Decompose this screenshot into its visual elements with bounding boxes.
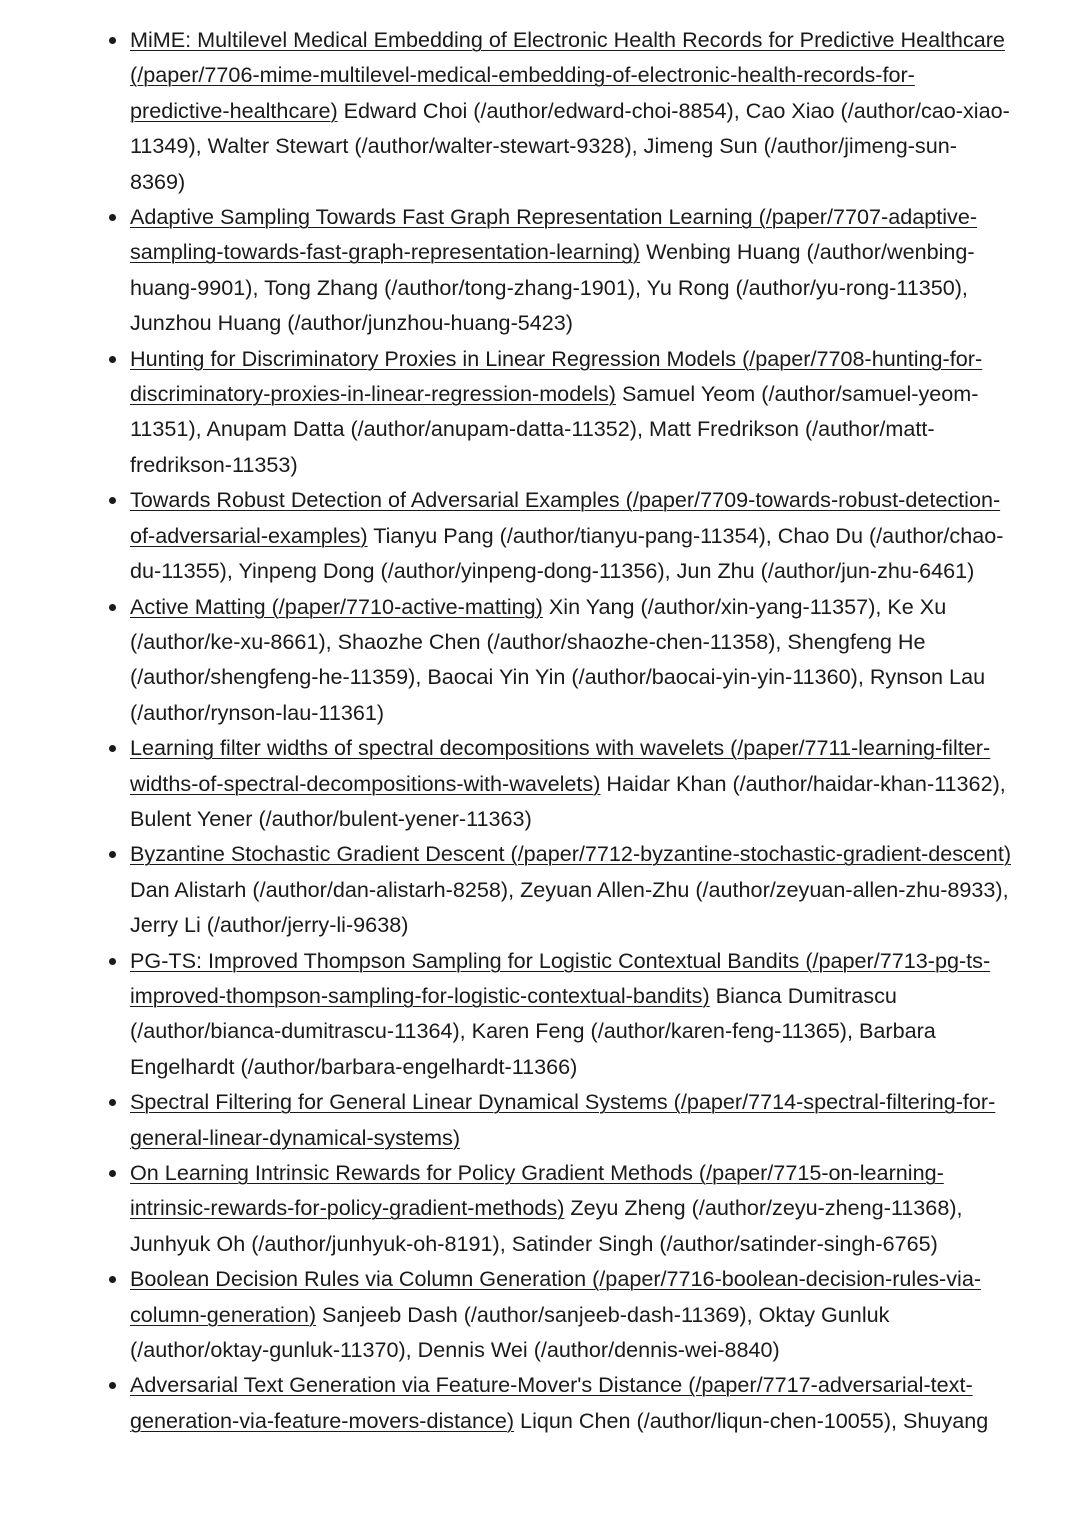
paper-title-link[interactable]: Active Matting (/paper/7710-active-matting) [130, 593, 543, 619]
paper-list-item [0, 1084, 1080, 1155]
bullet-icon [109, 1170, 116, 1177]
paper-title-link[interactable]: MiME: Multilevel Medical Embedding of Electronic Health Records for Predictive Healthcare (/paper/7706-mime-multilevel-medical-embedding-of-electronic-health-records-for-predictive-healthcare) [130, 27, 1005, 123]
paper-authors: Bianca Dumitrascu (/author/bianca-dumitrascu-11364), Karen Feng (/author/karen-feng-11365), Barbara Engelhardt (/author/barbara-engelhardt-11366) [130, 982, 936, 1079]
paper-authors: Liqun Chen (/author/liqun-chen-10055), Shuyang [514, 1407, 989, 1433]
paper-authors: Zeyu Zheng (/author/zeyu-zheng-11368), Junhyuk Oh (/author/junhyuk-oh-8191), Satinder Singh (/author/satinder-singh-6765) [130, 1195, 963, 1256]
paper-list-item [0, 1367, 1080, 1438]
bullet-icon [109, 851, 116, 858]
paper-authors: Wenbing Huang (/author/wenbing-huang-9901), Tong Zhang (/author/tong-zhang-1901), Yu Rong (/author/yu-rong-11350), Junzhou Huang (/author/junzhou-huang-5423) [130, 239, 975, 336]
paper-title-link[interactable]: Adversarial Text Generation via Feature-Mover's Distance (/paper/7717-adversarial-text-generation-via-feature-movers-distance) [130, 1372, 973, 1433]
paper-title-link[interactable]: Boolean Decision Rules via Column Generation (/paper/7716-boolean-decision-rules-via-column-generation) [130, 1266, 982, 1327]
paper-title-link[interactable]: On Learning Intrinsic Rewards for Policy Gradient Methods (/paper/7715-on-learning-intrinsic-rewards-for-policy-gradient-methods) [130, 1160, 944, 1221]
paper-title-link[interactable]: Towards Robust Detection of Adversarial Examples (/paper/7709-towards-robust-detection-of-adversarial-examples) [130, 487, 1001, 548]
paper-authors: Dan Alistarh (/author/dan-alistarh-8258), Zeyuan Allen-Zhu (/author/zeyuan-allen-zhu-8933), Jerry Li (/author/jerry-li-9638) [130, 876, 1009, 938]
paper-list-item [0, 199, 1080, 341]
paper-authors: Samuel Yeom (/author/samuel-yeom-11351), Anupam Datta (/author/anupam-datta-11352), Matt Fredrikson (/author/matt-fredrikson-11353) [130, 381, 979, 477]
bullet-icon [109, 214, 116, 221]
bullet-icon [109, 1276, 116, 1283]
bullet-icon [109, 1099, 116, 1106]
paper-list-item [0, 482, 1080, 588]
bullet-icon [109, 497, 116, 504]
paper-title-link[interactable]: PG-TS: Improved Thompson Sampling for Logistic Contextual Bandits (/paper/7713-pg-ts-improved-thompson-sampling-for-logistic-contextual-bandits) [130, 947, 991, 1008]
paper-authors: Xin Yang (/author/xin-yang-11357), Ke Xu (/author/ke-xu-8661), Shaozhe Chen (/author/shaozhe-chen-11358), Shengfeng He (/author/shengfeng-he-11359), Baocai Yin Yin (/author/baocai-yin-yin-11360), Rynson Lau (/author/rynson-lau-11361) [130, 593, 986, 725]
bullet-icon [109, 745, 116, 752]
paper-list-item [0, 943, 1080, 1085]
bullet-icon [109, 958, 116, 965]
paper-list-item [0, 836, 1080, 942]
paper-list-item [0, 589, 1080, 731]
paper-authors: Edward Choi (/author/edward-choi-8854), Cao Xiao (/author/cao-xiao-11349), Walter Stewart (/author/walter-stewart-9328), Jimeng Sun (/author/jimeng-sun-8369) [130, 97, 1010, 194]
paper-list-item [0, 730, 1080, 836]
paper-list-item [0, 1261, 1080, 1367]
paper-list-item [0, 1155, 1080, 1261]
bullet-icon [109, 604, 116, 611]
bullet-icon [109, 37, 116, 44]
paper-list-item [0, 341, 1080, 483]
bullet-icon [109, 1382, 116, 1389]
paper-list-item [0, 22, 1080, 199]
paper-authors: Haidar Khan (/author/haidar-khan-11362), Bulent Yener (/author/bulent-yener-11363) [130, 770, 1006, 831]
paper-title-link[interactable]: Byzantine Stochastic Gradient Descent (/paper/7712-byzantine-stochastic-gradient-descent) [130, 841, 1012, 867]
paper-authors: Tianyu Pang (/author/tianyu-pang-11354), Chao Du (/author/chao-du-11355), Yinpeng Dong (/author/yinpeng-dong-11356), Jun Zhu (/author/jun-zhu-6461) [130, 522, 1004, 584]
paper-title-link[interactable]: Adaptive Sampling Towards Fast Graph Representation Learning (/paper/7707-adaptive-sampling-towards-fast-graph-representation-learning) [130, 204, 978, 265]
paper-authors: Sanjeeb Dash (/author/sanjeeb-dash-11369), Oktay Gunluk (/author/oktay-gunluk-11370), Dennis Wei (/author/dennis-wei-8840) [130, 1301, 890, 1363]
paper-title-link[interactable]: Learning filter widths of spectral decompositions with wavelets (/paper/7711-learning-filter-widths-of-spectral-decompositions-with-wavelets) [130, 735, 991, 796]
paper-title-link[interactable]: Hunting for Discriminatory Proxies in Linear Regression Models (/paper/7708-hunting-for-discriminatory-proxies-in-linear-regression-models) [130, 345, 983, 407]
paper-title-link[interactable]: Spectral Filtering for General Linear Dynamical Systems (/paper/7714-spectral-filtering-for-general-linear-dynamical-systems) [130, 1089, 996, 1150]
bullet-icon [109, 356, 116, 363]
